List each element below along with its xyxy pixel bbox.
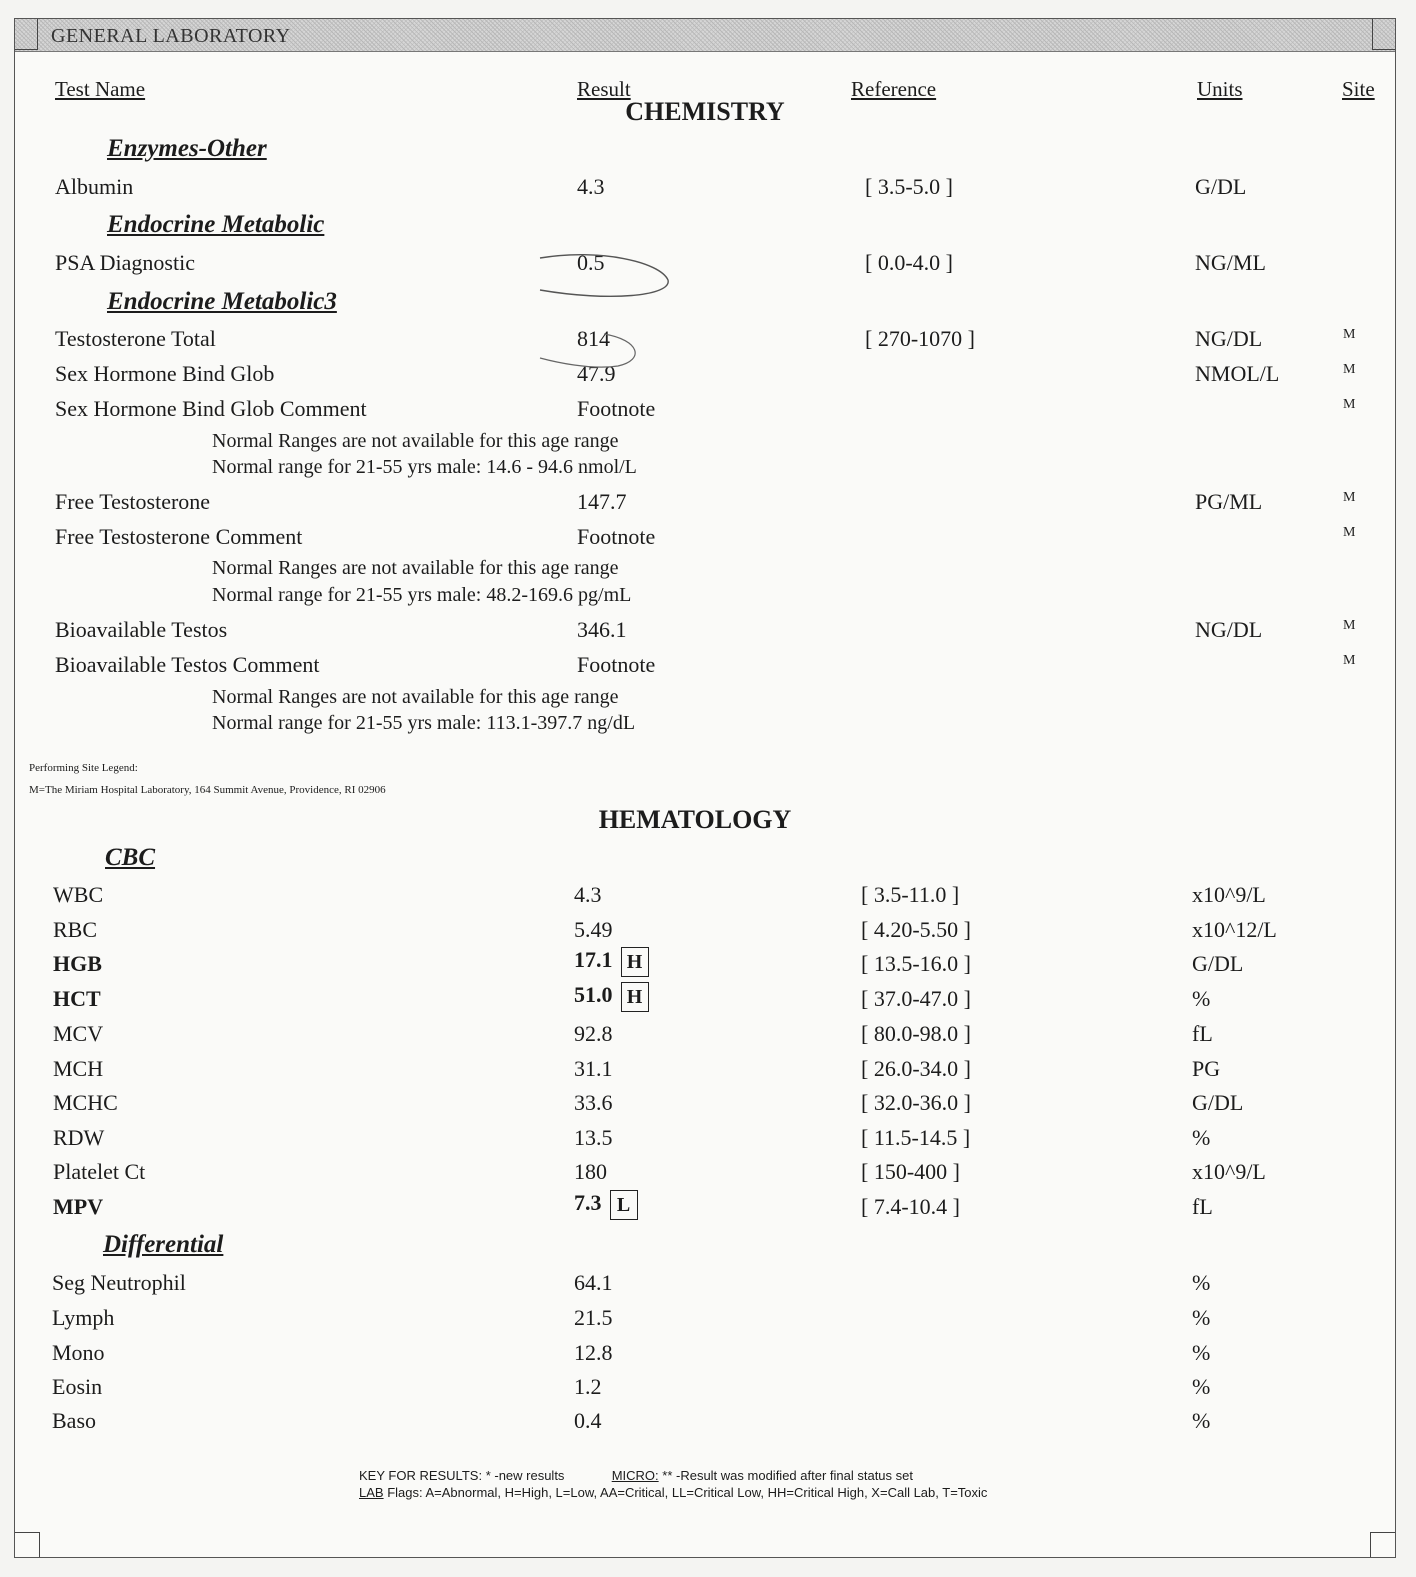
site-code: M — [1343, 327, 1356, 342]
result-value: 814 — [577, 326, 610, 351]
key-results-text: * -new results — [485, 1468, 565, 1483]
group-heading: Differential — [103, 1231, 224, 1258]
section-heading-hematology: HEMATOLOGY — [598, 805, 792, 834]
test-name: Free Testosterone Comment — [55, 524, 303, 549]
window-title: GENERAL LABORATORY — [51, 25, 291, 47]
test-name: PSA Diagnostic — [55, 250, 195, 275]
result-value: Footnote — [577, 396, 656, 421]
flag-high-badge: H — [621, 982, 649, 1012]
group-heading: Endocrine Metabolic3 — [107, 288, 337, 315]
test-name: MCH — [53, 1056, 104, 1081]
test-name: RDW — [53, 1125, 105, 1150]
reference-range: [ 32.0-36.0 ] — [861, 1090, 971, 1115]
group-heading: Enzymes-Other — [107, 135, 267, 162]
group-heading: CBC — [105, 844, 156, 871]
section-heading-chemistry: CHEMISTRY — [625, 97, 785, 126]
test-name: Testosterone Total — [55, 326, 216, 351]
comment-line: Normal range for 21-55 yrs male: 14.6 - 94.6 nmol/L — [212, 456, 637, 478]
test-name: Seg Neutrophil — [52, 1270, 186, 1295]
comment-line: Normal Ranges are not available for this age range — [212, 686, 619, 708]
test-name: RBC — [53, 917, 98, 942]
reference-range: [ 270-1070 ] — [865, 326, 975, 351]
reference-range: [ 26.0-34.0 ] — [861, 1056, 971, 1081]
reference-range: [ 3.5-5.0 ] — [865, 174, 953, 199]
key-lab-label: LAB — [359, 1485, 384, 1500]
reference-range: [ 3.5-11.0 ] — [861, 882, 960, 907]
comment-line: Normal range for 21-55 yrs male: 113.1-397.7 ng/dL — [212, 712, 636, 734]
units: % — [1192, 1340, 1211, 1365]
result-value: Footnote — [577, 652, 656, 677]
pen-loop-mark — [540, 255, 668, 297]
col-header-units: Units — [1197, 77, 1243, 101]
units: G/DL — [1192, 951, 1244, 976]
result-value: 92.8 — [574, 1021, 613, 1046]
result-value: 7.3 — [574, 1190, 602, 1216]
test-name: HCT — [53, 986, 101, 1011]
units: NG/DL — [1195, 617, 1263, 642]
reference-range: [ 7.4-10.4 ] — [861, 1194, 960, 1219]
test-name: Platelet Ct — [53, 1159, 146, 1184]
comment-line: Normal Ranges are not available for this age range — [212, 557, 619, 579]
units: % — [1192, 1270, 1211, 1295]
reference-range: [ 13.5-16.0 ] — [861, 951, 971, 976]
site-code: M — [1343, 525, 1356, 540]
units: % — [1192, 1305, 1211, 1330]
result-value: 147.7 — [577, 489, 627, 514]
test-name: Lymph — [52, 1305, 115, 1330]
result-value: 180 — [574, 1159, 607, 1184]
units: NMOL/L — [1195, 361, 1280, 386]
result-value: 4.3 — [574, 882, 602, 907]
units: NG/DL — [1195, 326, 1263, 351]
test-name: MCV — [53, 1021, 104, 1046]
test-name: Albumin — [55, 174, 134, 199]
result-value: 21.5 — [574, 1305, 613, 1330]
test-name: MPV — [53, 1194, 104, 1219]
col-header-site: Site — [1342, 77, 1375, 101]
reference-range: [ 80.0-98.0 ] — [861, 1021, 971, 1046]
test-name: WBC — [53, 882, 104, 907]
units: fL — [1192, 1021, 1213, 1046]
units: G/DL — [1195, 174, 1247, 199]
result-value: Footnote — [577, 524, 656, 549]
site-code: M — [1343, 362, 1356, 377]
result-value: 47.9 — [577, 361, 616, 386]
key-micro-text: ** -Result was modified after final status set — [662, 1468, 913, 1483]
pen-stroke-mark — [540, 334, 635, 367]
units: PG — [1192, 1056, 1221, 1081]
units: PG/ML — [1195, 489, 1263, 514]
reference-range: [ 4.20-5.50 ] — [861, 917, 971, 942]
flag-high-badge: H — [621, 947, 649, 977]
units: x10^9/L — [1192, 882, 1266, 907]
col-header-reference: Reference — [851, 77, 937, 101]
test-name: Baso — [52, 1408, 96, 1433]
reference-range: [ 150-400 ] — [861, 1159, 960, 1184]
test-name: Bioavailable Testos — [55, 617, 228, 642]
result-value: 5.49 — [574, 917, 613, 942]
units: % — [1192, 986, 1211, 1011]
flag-low-badge: L — [610, 1190, 638, 1220]
reference-range: [ 37.0-47.0 ] — [861, 986, 971, 1011]
result-value: 33.6 — [574, 1090, 613, 1115]
units: NG/ML — [1195, 250, 1266, 275]
test-name: Free Testosterone — [55, 489, 211, 514]
col-header-test-name: Test Name — [55, 77, 146, 101]
group-heading: Endocrine Metabolic — [107, 211, 325, 238]
site-code: M — [1343, 397, 1356, 412]
result-value: 0.4 — [574, 1408, 602, 1433]
reference-range: [ 11.5-14.5 ] — [861, 1125, 971, 1150]
result-value: 0.5 — [577, 250, 605, 275]
units: % — [1192, 1125, 1211, 1150]
comment-line: Normal Ranges are not available for this age range — [212, 430, 619, 452]
units: fL — [1192, 1194, 1213, 1219]
result-value: 346.1 — [577, 617, 627, 642]
units: % — [1192, 1408, 1211, 1433]
units: x10^12/L — [1192, 917, 1277, 942]
result-value: 1.2 — [574, 1374, 602, 1399]
test-name: Mono — [52, 1340, 105, 1365]
test-name: MCHC — [53, 1090, 118, 1115]
site-code: M — [1343, 490, 1356, 505]
test-name: Bioavailable Testos Comment — [55, 652, 320, 677]
comment-line: Normal range for 21-55 yrs male: 48.2-169.6 pg/mL — [212, 584, 632, 606]
result-value: 12.8 — [574, 1340, 613, 1365]
result-value: 4.3 — [577, 174, 605, 199]
key-lab-text: Flags: A=Abnormal, H=High, L=Low, AA=Critical, LL=Critical Low, HH=Critical High, X=Call Lab, T=Toxic — [387, 1485, 988, 1500]
test-name: Sex Hormone Bind Glob Comment — [55, 396, 367, 421]
key-micro-label: MICRO: — [611, 1468, 659, 1483]
test-name: HGB — [53, 951, 102, 976]
key-results-label: KEY FOR RESULTS: — [359, 1468, 483, 1483]
units: G/DL — [1192, 1090, 1244, 1115]
result-value: 17.1 — [574, 947, 613, 973]
col-header-result: Result — [577, 77, 631, 101]
test-name: Eosin — [52, 1374, 103, 1399]
result-value: 13.5 — [574, 1125, 613, 1150]
reference-range: [ 0.0-4.0 ] — [865, 250, 953, 275]
result-value: 51.0 — [574, 982, 613, 1008]
site-code: M — [1343, 618, 1356, 633]
site-legend-entry: M=The Miriam Hospital Laboratory, 164 Summit Avenue, Providence, RI 02906 — [29, 784, 386, 796]
units: % — [1192, 1374, 1211, 1399]
site-legend-title: Performing Site Legend: — [29, 762, 138, 774]
result-value: 31.1 — [574, 1056, 613, 1081]
result-value: 64.1 — [574, 1270, 613, 1295]
site-code: M — [1343, 653, 1356, 668]
units: x10^9/L — [1192, 1159, 1266, 1184]
test-name: Sex Hormone Bind Glob — [55, 361, 275, 386]
